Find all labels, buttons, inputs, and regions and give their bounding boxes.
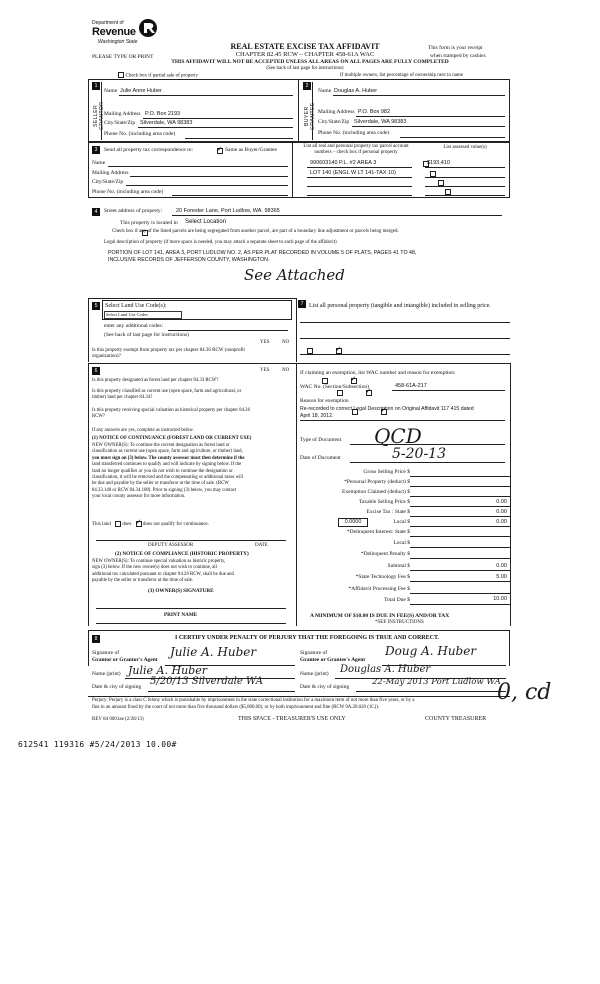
current-use-no-checkbox[interactable] [366, 390, 372, 396]
see-back-line: (See back of last page for instructions) [266, 66, 344, 71]
subtotal-label: Subtotal $ [387, 563, 410, 569]
legal-line1: PORTION OF LOT 141, AREA 3, PORT LUDLOW NO. 2, AS PER PLAT RECORDED IN VOLUME 5 OF PLATS, PAGES 41 TO 48, [108, 250, 417, 256]
treasurer-space: THIS SPACE - TREASURER'S USE ONLY [238, 716, 346, 722]
does-checkbox[interactable] [115, 521, 121, 527]
reason-line1[interactable]: Re-recorded to correct Legal Description on Original Affidavit 117 415 dated [300, 406, 474, 412]
county-treasurer: COUNTY TREASURER [425, 716, 487, 722]
notice2-text4: payable by the seller or transferor at the time of sale. [92, 578, 194, 584]
seller-city-label: City/State/Zip [104, 120, 136, 126]
send-correspondence-label: Send all property tax correspondence to: [104, 147, 194, 153]
buyer-city-label: City/State/Zip [318, 119, 350, 125]
grantor-date-city: 5/20/13 Silverdale WA [150, 676, 263, 687]
s6-no-header: NO [282, 368, 290, 373]
seller-mailing-label: Mailing Address [104, 111, 141, 117]
partial-sale-label: Check box if partial sale of property [125, 73, 198, 79]
buyer-side-label: BUYER GRANTEE [304, 102, 316, 130]
notice1-text3: you must sign on (3) below. The county assessor must then determine if the [92, 455, 245, 461]
s3-phone-label: Phone No. (including area code) [92, 189, 164, 195]
partial-sale-checkbox[interactable] [118, 72, 124, 78]
buyer-mailing-value[interactable]: P.O. Box 982 [358, 109, 391, 115]
deputy-assessor-label: DEPUTY ASSESSOR [148, 543, 194, 548]
total-due-value[interactable]: 10.00 [493, 596, 507, 602]
current-use-question: Is this property classified as current use (open space, farm and agricultural, or timber) land per chapter 84.34? [92, 389, 242, 400]
recording-stamp: 612541 119316 #5/24/2013 10.00# [18, 740, 177, 749]
seller-phone-label: Phone No. (including area code) [104, 131, 176, 137]
additional-codes-label: enter any additional codes: [104, 323, 164, 329]
technology-fee-value[interactable]: 5.00 [496, 574, 507, 580]
treasurer-stamp-mark: 0, cd [497, 680, 552, 705]
doc-type-label: Type of Document [300, 437, 342, 443]
seller-name-label: Name [104, 88, 118, 94]
partial-sale-row [118, 72, 198, 78]
notice1-text4: land transferred continues to qualify and will indicate by signing below. If the [92, 462, 242, 468]
s5-yes-header: YES [260, 340, 270, 345]
same-as-buyer-checkbox[interactable] [217, 148, 223, 154]
parcel-2-value[interactable]: LOT 140 (ENGL W LT 141-TAX 10) [310, 170, 396, 176]
parcel-header: List all real and personal property tax parcel account numbers – check box if personal property [303, 144, 409, 155]
s3-mailing-label: Mailing Address [92, 170, 129, 176]
street-label: Street address of property: [104, 208, 163, 214]
street-value[interactable]: 20 Forester Lane, Port Ludlow, WA. 98365 [176, 208, 280, 214]
land-use-label: Select Land Use Code(s): [105, 303, 167, 309]
grantee-name-print-label: Name (print) [300, 671, 329, 677]
notice1-text8: 84.33.140 or RCW 84.34.108). Prior to signing (3) below, you may contact [92, 487, 237, 493]
buyer-mailing-label: Mailing Address [318, 109, 355, 115]
grantee-date-city-label: Date & city of signing [300, 684, 350, 690]
exemption-claim-label: If claiming an exemption, list WAC number and reason for exemption: [300, 370, 456, 376]
minimum-fee-note: A MINIMUM OF $10.00 IS DUE IN FEE(S) AND/OR TAX [310, 613, 450, 619]
perjury-line1: Perjury: Perjury is a class C felony which is punishable by imprisonment in the state correctional institution for a maximum term of not more than five years, or by a [92, 698, 415, 703]
grantor-sig-label1: Signature of [92, 650, 120, 656]
notice1-title: (1) NOTICE OF CONTINUANCE (FOREST LAND OR CURRENT USE) [92, 436, 252, 441]
s5-no-header: NO [282, 340, 290, 345]
exemption-claimed-label: Exemption Claimed (deduct) $ [342, 489, 410, 495]
reason-line2[interactable]: April 18, 2012. [300, 413, 334, 419]
same-as-buyer-label: Same as Buyer/Grantee [225, 147, 277, 153]
notice1-text6: classification, it will be removed and the compensating or additional taxes will [92, 475, 244, 481]
reason-label: Reason for exemption [300, 398, 349, 404]
local-value[interactable]: 0.00 [496, 519, 507, 525]
grantee-signature: Doug A. Huber [385, 644, 477, 658]
this-land-label: This land [92, 522, 111, 528]
if-yes-note: If any answers are yes, complete as instructed below. [92, 428, 194, 433]
section-6-badge: 6 [92, 367, 100, 375]
chapter-line: CHAPTER 82.45 RCW – CHAPTER 458-61A WAC [235, 51, 375, 58]
grantor-signature: Julie A. Huber [170, 645, 257, 659]
located-select[interactable]: Select Location [185, 219, 227, 225]
land-use-see-back: (See back of last page for instructions) [104, 332, 189, 338]
section-8-badge: 8 [92, 635, 100, 643]
rev-code: REV 84 0001ae (2/28/13) [92, 717, 144, 722]
delinquent-interest-label: *Delinquent Interest: State $ [346, 529, 410, 535]
does-not-checkbox[interactable] [136, 521, 142, 527]
notice2-body [92, 559, 292, 585]
wac-value[interactable]: 458-61A-217 [395, 383, 427, 389]
assessed-header: List assessed value(s) [443, 145, 487, 150]
buyer-name-label: Name [318, 88, 332, 94]
grantee-sig-label1: Signature of [300, 650, 328, 656]
seller-badge: 1 [92, 82, 100, 90]
buyer-city-value[interactable]: Silverdale, WA 98383 [354, 119, 407, 125]
multiple-owners-note: If multiple owners, list percentage of ownership next to name [340, 73, 464, 78]
grantor-print-name: Julie A. Huber [128, 664, 207, 677]
land-use-select[interactable]: Select Land Use Codes [104, 311, 182, 319]
boundary-label: Check box if any of the listed parcels are being segregated from another parcel, are part of a boundary line adjustment or parcels being merged. [112, 229, 399, 234]
dept-line3: Washington State [98, 39, 138, 45]
revenue-logo-icon [138, 18, 158, 38]
notice1-text1: NEW OWNER(S): To continue the current designation as forest land or [92, 443, 230, 448]
deputy-date-label: DATE [255, 543, 268, 548]
does-not-label: does not qualify for continuance. [142, 522, 209, 528]
see-attached-handwritten: See Attached [244, 266, 345, 284]
receipt-line2: when stamped by cashier. [430, 53, 487, 59]
grantor-sig-label2: Grantor or Grantor's Agent [92, 657, 158, 663]
buyer-name-value[interactable]: Douglas A. Huber [334, 88, 378, 94]
doc-date-label: Date of Document [300, 455, 341, 461]
wac-label: WAC No. (Section/Subsection) [300, 384, 369, 390]
section-7-badge: 7 [298, 300, 306, 308]
s3-city-label: City/State/Zip [92, 179, 124, 185]
total-due-label: Total Due $ [384, 597, 410, 603]
dept-line2: Revenue [92, 26, 136, 38]
certify-line: I CERTIFY UNDER PENALTY OF PERJURY THAT THE FOREGOING IS TRUE AND CORRECT. [175, 635, 440, 641]
doc-date-value[interactable]: 5-20-13 [392, 446, 446, 462]
buyer-badge: 2 [303, 82, 311, 90]
taxable-label: Taxable Selling Price $ [358, 499, 410, 505]
excise-state-label: Excise Tax : State $ [366, 509, 410, 515]
historic-question: Is this property receiving special valuation as historical property per chapter 84.26 RCW? [92, 408, 250, 419]
delinquent-penalty-label: *Delinquent Penalty $ [360, 551, 410, 557]
does-label: does [122, 522, 132, 528]
seller-city-value[interactable]: Silverdale, WA 98383 [140, 120, 193, 126]
page-title: REAL ESTATE EXCISE TAX AFFIDAVIT [230, 42, 380, 51]
owner-signature-label: (3) OWNER(S) SIGNATURE [148, 588, 214, 594]
perjury-line2: fine in an amount fixed by the court of not more than five thousand dollars ($5,000.00), or by both imprisonment and fine (RCW 9A.20.020 (1C)). [92, 705, 380, 710]
print-name-label: PRINT NAME [164, 612, 198, 618]
legal-label: Legal description of property (if more space is needed, you may attach a separate sheet to each page of the affidavit) [104, 240, 337, 245]
not-accepted-line: THIS AFFIDAVIT WILL NOT BE ACCEPTED UNLESS ALL AREAS ON ALL PAGES ARE FULLY COMPLETED [171, 59, 449, 65]
continuance-row [92, 521, 209, 527]
receipt-line1: This form is your receipt [428, 45, 483, 51]
grantee-sig-label2: Grantee or Grantee's Agent [300, 657, 366, 663]
section-5-badge: 5 [92, 302, 100, 310]
seller-side-label: SELLER GRANTOR [93, 101, 105, 131]
legal-line2: INCLUSIVE RECORDS OF JEFFERSON COUNTY, WASHINGTON. [108, 257, 270, 263]
grantee-date-city: 22-May 2013 Port Ludlow WA [372, 677, 501, 687]
seller-name-value[interactable]: Julie Anne Huber [120, 88, 162, 94]
please-type: PLEASE TYPE OR PRINT [92, 54, 154, 60]
dept-line1: Department of [92, 20, 124, 26]
gross-label: Gross Selling Price $ [363, 469, 410, 475]
revenue-logo [92, 18, 162, 48]
buyer-phone-label: Phone No. (including area code) [318, 130, 390, 136]
technology-fee-label: *State Technology Fee $ [355, 574, 410, 580]
notice2-title: (2) NOTICE OF COMPLIANCE (HISTORIC PROPERTY) [115, 551, 249, 557]
processing-fee-label: *Affidavit Processing Fee $ [348, 586, 410, 592]
grantor-name-print-label: Name (print) [92, 671, 121, 677]
doc-type-value[interactable]: QCD [374, 424, 422, 448]
subtotal-value[interactable]: 0.00 [496, 563, 507, 569]
exempt-question: Is this property exempt from property tax per chapter 84.36 RCW (nonprofit organization)? [92, 348, 245, 359]
section-4-badge: 4 [92, 208, 100, 216]
delinquent-local-label: Local $ [393, 540, 410, 546]
section-3-badge: 3 [92, 146, 100, 154]
seller-mailing-value[interactable]: P.O. Box 2193 [145, 111, 181, 117]
assessed-1-value[interactable]: $193,410 [427, 160, 450, 166]
notice1-text2: classification as current use (open space, farm and agriculture, or timber) land, [92, 449, 243, 455]
local-label: Local $ [393, 519, 410, 525]
excise-state-value[interactable]: 0.00 [496, 509, 507, 515]
personal-property-label: List all personal property (tangible and intangible) included in selling price. [309, 303, 491, 309]
s3-name-label: Name [92, 160, 106, 166]
notice1-body [92, 443, 292, 501]
local-rate-box[interactable]: 0.0000 [338, 518, 368, 527]
taxable-value[interactable]: 0.00 [496, 499, 507, 505]
forest-land-question: Is this property designated as forest land per chapter 84.33 RCW? [92, 378, 219, 383]
notice1-text9: your local county assessor for more information. [92, 494, 186, 500]
grantor-date-city-label: Date & city of signing [92, 684, 142, 690]
grantee-print-name: Douglas A. Huber [340, 664, 431, 675]
located-label: This property is located in [120, 220, 178, 226]
notice1-text7: be due and payable by the seller or transferor at the time of sale. (RCW [92, 481, 229, 487]
notice2-text2: sign (3) below. If the new owner(s) does not wish to continue, all [92, 565, 217, 571]
notice2-text1: NEW OWNER(S): To continue special valuation as historic property, [92, 559, 226, 564]
notice1-text5: land no longer qualifies or you do not wish to continue the designation or [92, 468, 233, 474]
personal-property-label-tax: *Personal Property (deduct) $ [344, 479, 410, 485]
current-use-yes-checkbox[interactable] [337, 390, 343, 396]
s6-yes-header: YES [260, 368, 270, 373]
notice2-text3: additional tax calculated pursuant to chapter 84.26 RCW, shall be due and [92, 571, 234, 577]
see-instructions-note: *SEE INSTRUCTIONS [375, 620, 424, 625]
parcel-1-value[interactable]: 990603140 P.L. #2 AREA 3 [310, 160, 377, 166]
